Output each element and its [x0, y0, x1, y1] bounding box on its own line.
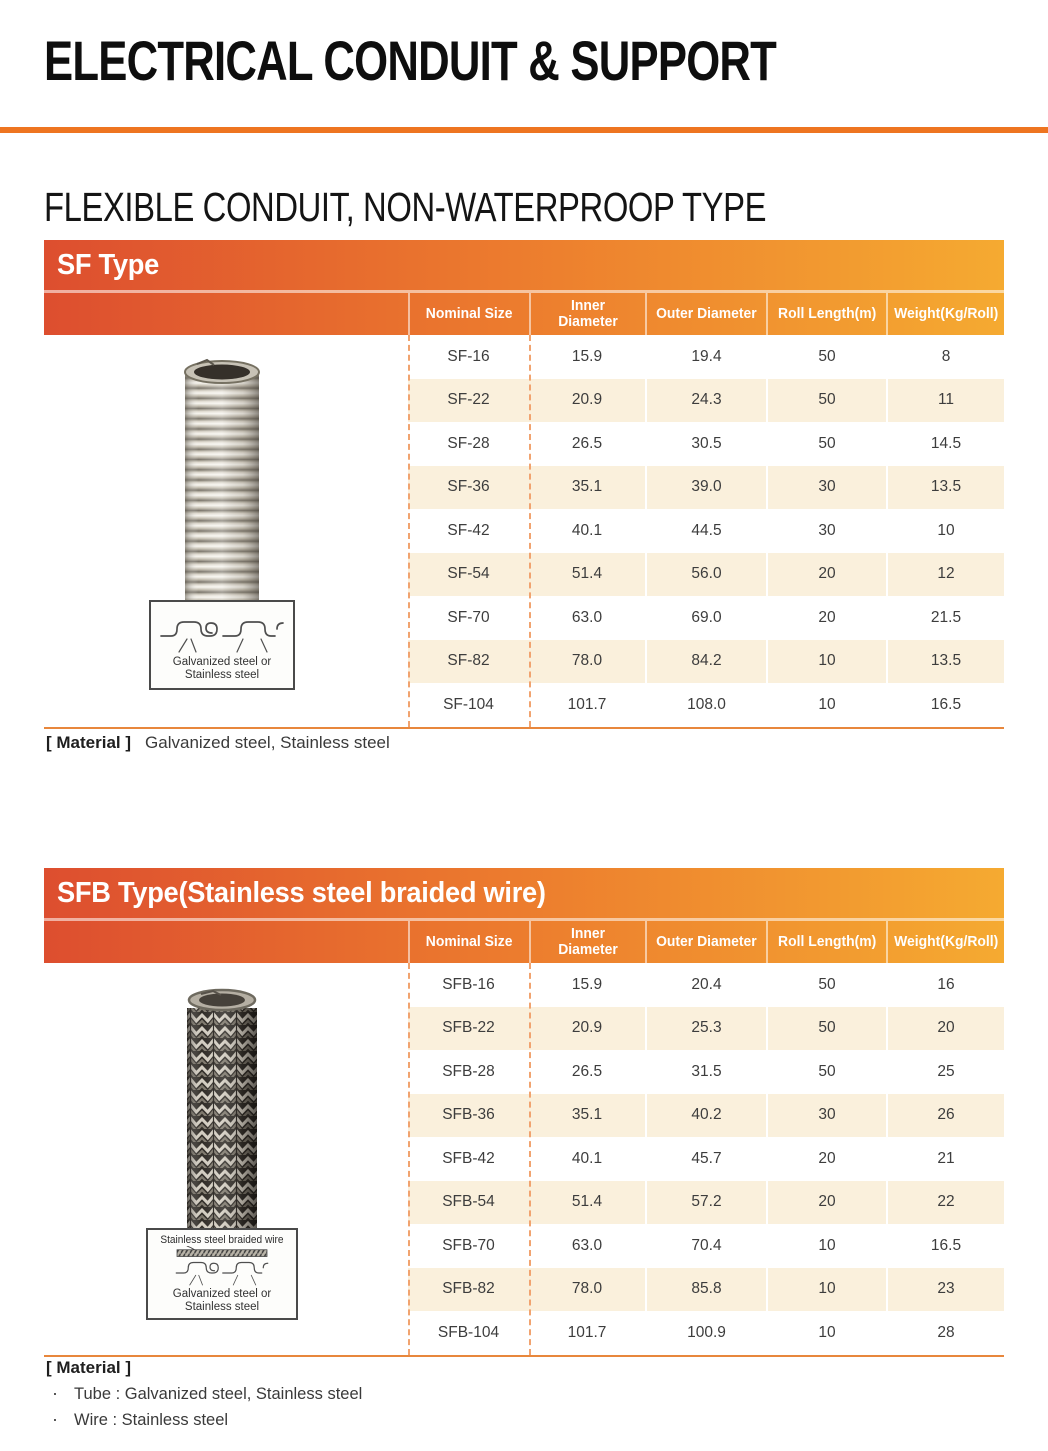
material-label: [ Material ]: [46, 1358, 132, 1377]
cell-roll-length: 20: [766, 553, 886, 597]
dashed-column-rule-left: [408, 963, 410, 1355]
dashed-column-rule-right: [529, 963, 531, 1355]
section-heading: FLEXIBLE CONDUIT, NON-WATERPROOP TYPE: [44, 184, 767, 230]
cell-inner-diameter: 78.0: [529, 1268, 645, 1312]
sfb-material-note: [46, 1358, 362, 1433]
diagram-top-label: Stainless steel braided wire: [160, 1234, 284, 1246]
cell-nominal-size: SFB-82: [408, 1268, 529, 1312]
cell-inner-diameter: 35.1: [529, 1094, 645, 1138]
cell-roll-length: 50: [766, 379, 886, 423]
cell-inner-diameter: 101.7: [567, 695, 607, 713]
cell-outer-diameter: 40.2: [645, 1094, 766, 1138]
cell-weight: 8: [886, 335, 1004, 379]
cell-outer-diameter: 84.2: [645, 640, 766, 684]
diagram-caption: Stainless steel: [184, 669, 260, 681]
sfb-cross-section-diagram: [146, 1228, 298, 1320]
cell-weight: 21: [886, 1137, 1004, 1181]
braided-strip-drawing: [155, 1246, 289, 1288]
cell-roll-length: 50: [766, 963, 886, 1007]
cell-roll-length: 20: [766, 1181, 886, 1225]
sfb-table-header: [44, 868, 1004, 963]
cell-outer-diameter: 45.7: [645, 1137, 766, 1181]
sfb-table-title: SFB Type(Stainless steel braided wire): [57, 876, 546, 909]
column-header-weight: Weight(Kg/Roll): [886, 293, 1004, 335]
cell-roll-length: 50: [766, 1050, 886, 1094]
cell-inner-diameter: 40.1: [571, 521, 603, 539]
cell-nominal-size: SF-104: [443, 695, 494, 713]
title-divider-rule: [0, 127, 1048, 133]
sf-table-header: [44, 240, 1004, 335]
cell-nominal-size: SF-36: [408, 466, 529, 510]
sfb-braided-tube-image: [179, 986, 265, 1236]
cell-outer-diameter: 85.8: [645, 1268, 766, 1312]
sf-table-title: SF Type: [57, 248, 160, 281]
cell-weight: 25: [886, 1050, 1004, 1094]
material-label: [ Material ]: [46, 733, 132, 752]
cell-outer-diameter: 108.0: [645, 683, 766, 727]
sf-cross-section-diagram: [149, 600, 295, 690]
cell-outer-diameter: 70.4: [645, 1224, 766, 1268]
cell-roll-length: 20: [766, 1137, 886, 1181]
cell-nominal-size: SF-54: [408, 553, 529, 597]
interlocked-strip-drawing: [157, 608, 287, 656]
cell-weight: 16: [886, 963, 1004, 1007]
cell-roll-length: 50: [766, 1007, 886, 1051]
dashed-column-rule-right: [529, 335, 531, 727]
column-header-weight: Weight(Kg/Roll): [886, 921, 1004, 963]
cell-nominal-size: SFB-36: [408, 1094, 529, 1138]
cell-roll-length: 50: [766, 422, 886, 466]
sfb-title-band: [44, 868, 1004, 918]
column-header-roll-length: Roll Length(m): [766, 921, 886, 963]
cell-outer-diameter: 30.5: [645, 422, 766, 466]
cell-outer-diameter: 39.0: [645, 466, 766, 510]
cell-outer-diameter: 69.0: [645, 596, 766, 640]
cell-weight: 16.5: [886, 683, 1004, 727]
cell-outer-diameter: 57.2: [645, 1181, 766, 1225]
column-header-roll-length: Roll Length(m): [766, 293, 886, 335]
cell-nominal-size: SFB-54: [408, 1181, 529, 1225]
column-header-inner-diameter: Inner Diameter: [529, 293, 645, 335]
cell-weight: 23: [886, 1268, 1004, 1312]
cell-roll-length: 10: [766, 1268, 886, 1312]
material-item: [46, 1381, 362, 1407]
cell-weight: 21.5: [886, 596, 1004, 640]
cell-nominal-size: SF-82: [408, 640, 529, 684]
bullet-dot: ·: [52, 1409, 58, 1429]
cell-weight: 28: [886, 1311, 1004, 1355]
cell-outer-diameter: 44.5: [645, 509, 766, 553]
cell-weight: 16.5: [886, 1224, 1004, 1268]
sfb-column-header-row: [44, 918, 1004, 963]
diagram-caption: Galvanized steel or: [172, 1288, 272, 1300]
cell-inner-diameter: 63.0: [571, 608, 603, 626]
material-item-text: Wire : Stainless steel: [74, 1411, 229, 1429]
cell-inner-diameter: 78.0: [529, 640, 645, 684]
column-header-nominal-size: Nominal Size: [408, 293, 529, 335]
photo-column-spacer: [44, 921, 408, 963]
cell-roll-length: 30: [766, 1094, 886, 1138]
sf-material-note: [46, 733, 390, 753]
sf-type-table: [44, 240, 1004, 729]
cell-inner-diameter: 51.4: [529, 1181, 645, 1225]
photo-column-spacer: [44, 293, 408, 335]
cell-roll-length: 10: [766, 1224, 886, 1268]
cell-outer-diameter: 100.9: [645, 1311, 766, 1355]
material-item-text: Tube : Galvanized steel, Stainless steel: [74, 1385, 363, 1403]
cell-inner-diameter: 40.1: [571, 1149, 603, 1167]
cell-inner-diameter: 15.9: [571, 975, 603, 993]
sf-corrugated-tube-image: [179, 358, 265, 608]
cell-roll-length: 10: [766, 640, 886, 684]
sfb-type-table: [44, 868, 1004, 1357]
cell-weight: 12: [886, 553, 1004, 597]
cell-nominal-size: SFB-104: [437, 1323, 500, 1341]
cell-roll-length: 30: [766, 466, 886, 510]
sfb-conduit-photo: [110, 986, 334, 1320]
bullet-dot: ·: [52, 1383, 58, 1403]
cell-outer-diameter: 19.4: [645, 335, 766, 379]
cell-weight: 13.5: [886, 640, 1004, 684]
column-header-outer-diameter: Outer Diameter: [645, 293, 766, 335]
diagram-caption: Galvanized steel or: [172, 656, 272, 668]
cell-inner-diameter: 101.7: [567, 1323, 607, 1341]
cell-roll-length: 20: [766, 596, 886, 640]
cell-weight: 13.5: [886, 466, 1004, 510]
cell-weight: 22: [886, 1181, 1004, 1225]
cell-outer-diameter: 20.4: [645, 963, 766, 1007]
sf-title-band: [44, 240, 1004, 290]
cell-nominal-size: SFB-70: [442, 1236, 495, 1254]
material-value: Galvanized steel, Stainless steel: [145, 733, 390, 752]
cell-nominal-size: SF-28: [447, 434, 490, 452]
cell-outer-diameter: 56.0: [645, 553, 766, 597]
cell-nominal-size: SF-70: [447, 608, 490, 626]
cell-inner-diameter: 20.9: [529, 1007, 645, 1051]
cell-inner-diameter: 15.9: [571, 347, 603, 365]
cell-outer-diameter: 31.5: [645, 1050, 766, 1094]
cell-roll-length: 30: [766, 509, 886, 553]
cell-inner-diameter: 63.0: [571, 1236, 603, 1254]
cell-nominal-size: SF-16: [447, 347, 490, 365]
cell-inner-diameter: 51.4: [529, 553, 645, 597]
cell-weight: 11: [886, 379, 1004, 423]
cell-inner-diameter: 26.5: [571, 434, 603, 452]
cell-inner-diameter: 20.9: [529, 379, 645, 423]
cell-nominal-size: SF-42: [447, 521, 490, 539]
cell-weight: 20: [886, 1007, 1004, 1051]
cell-outer-diameter: 25.3: [645, 1007, 766, 1051]
dashed-column-rule-left: [408, 335, 410, 727]
cell-weight: 14.5: [886, 422, 1004, 466]
cell-nominal-size: SFB-16: [442, 975, 495, 993]
cell-nominal-size: SFB-28: [442, 1062, 495, 1080]
sf-conduit-photo: [110, 358, 334, 690]
column-header-inner-diameter: Inner Diameter: [529, 921, 645, 963]
cell-roll-length: 10: [766, 683, 886, 727]
column-header-outer-diameter: Outer Diameter: [645, 921, 766, 963]
sf-column-header-row: [44, 290, 1004, 335]
diagram-caption: Stainless steel: [184, 1301, 260, 1313]
cell-weight: 26: [886, 1094, 1004, 1138]
cell-roll-length: 10: [766, 1311, 886, 1355]
cell-inner-diameter: 35.1: [529, 466, 645, 510]
cell-roll-length: 50: [766, 335, 886, 379]
column-header-nominal-size: Nominal Size: [408, 921, 529, 963]
cell-weight: 10: [886, 509, 1004, 553]
cell-nominal-size: SFB-42: [442, 1149, 495, 1167]
cell-nominal-size: SFB-22: [408, 1007, 529, 1051]
cell-inner-diameter: 26.5: [571, 1062, 603, 1080]
material-item: [46, 1407, 362, 1433]
cell-outer-diameter: 24.3: [645, 379, 766, 423]
cell-nominal-size: SF-22: [408, 379, 529, 423]
page-title: ELECTRICAL CONDUIT & SUPPORT: [44, 29, 777, 92]
